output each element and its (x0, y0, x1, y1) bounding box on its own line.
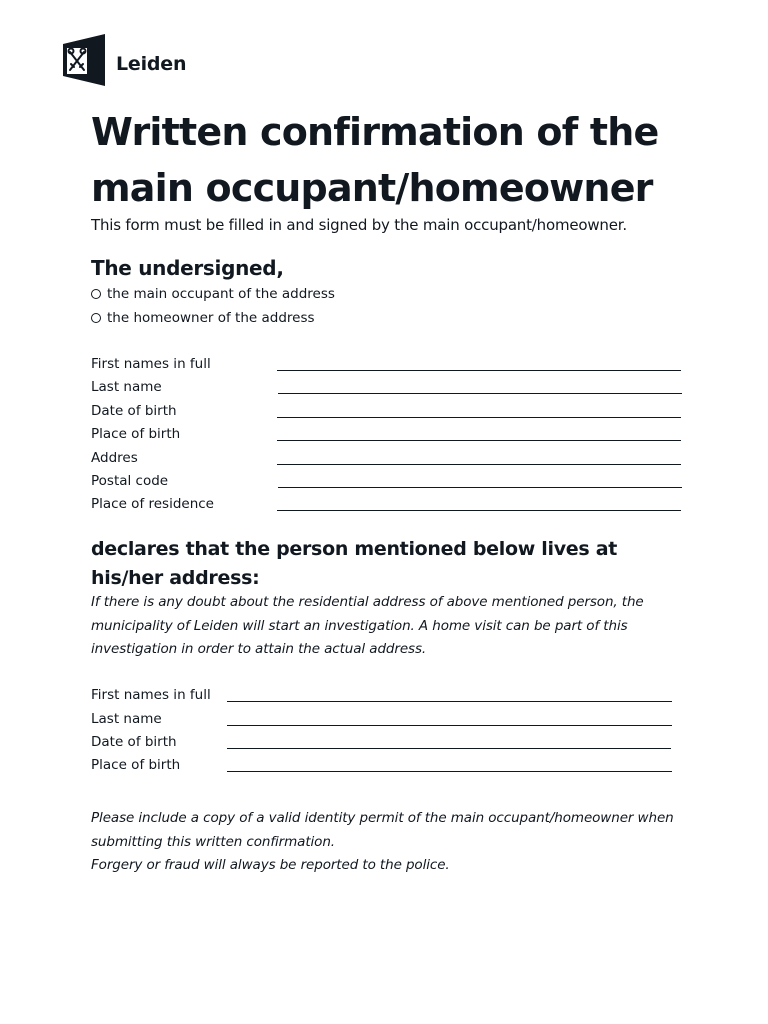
field-label: Place of birth (91, 426, 181, 442)
field-input-line[interactable] (277, 440, 681, 441)
brand-name: Leiden (116, 53, 187, 75)
field-input-line[interactable] (227, 771, 672, 772)
field-input-line[interactable] (227, 748, 671, 749)
radio-main-occupant[interactable] (91, 285, 335, 303)
radio-button[interactable] (91, 289, 101, 299)
footer-line: Forgery or fraud will always be reported to the police. (91, 857, 450, 873)
field-input-line[interactable] (277, 370, 681, 371)
declaration-heading-line: declares that the person mentioned below lives at (91, 538, 617, 560)
declaration-heading (91, 535, 617, 593)
field-label: Last name (91, 379, 162, 395)
field-label: Date of birth (91, 403, 177, 419)
field-label: Postal code (91, 473, 169, 489)
footer-line: Please include a copy of a valid identity permit of the main occupant/homeowner when (91, 810, 674, 826)
form-instructions: This form must be filled in and signed by the main occupant/homeowner. (91, 216, 627, 234)
field-input-line[interactable] (227, 725, 672, 726)
field-label: First names in full (91, 356, 211, 372)
field-input-line[interactable] (278, 393, 682, 394)
leiden-logo-icon (63, 34, 111, 86)
title-line: main occupant/homeowner (91, 166, 653, 210)
field-input-line[interactable] (227, 701, 672, 702)
declaration-heading-line: his/her address: (91, 567, 260, 589)
radio-homeowner[interactable] (91, 309, 315, 327)
field-label: First names in full (91, 687, 211, 703)
field-input-line[interactable] (277, 417, 681, 418)
field-input-line[interactable] (278, 487, 682, 488)
field-label: Date of birth (91, 734, 177, 750)
radio-label: the homeowner of the address (107, 310, 315, 326)
undersigned-heading: The undersigned, (91, 256, 284, 280)
page-title (91, 104, 711, 216)
field-label: Place of birth (91, 757, 181, 773)
footer-line: submitting this written confirmation. (91, 833, 335, 850)
investigation-note (91, 591, 644, 662)
note-line: municipality of Leiden will start an investigation. A home visit can be part of this (91, 617, 628, 634)
title-line: Written confirmation of the (91, 110, 659, 154)
field-input-line[interactable] (277, 510, 681, 511)
footer-notes (91, 807, 674, 878)
note-line: If there is any doubt about the residential address of above mentioned person, the (91, 594, 644, 610)
radio-button[interactable] (91, 313, 101, 323)
field-label: Place of residence (91, 496, 214, 512)
note-line: investigation in order to attain the actual address. (91, 641, 427, 657)
field-label: Addres (91, 450, 138, 466)
field-label: Last name (91, 711, 162, 727)
field-input-line[interactable] (277, 464, 681, 465)
radio-label: the main occupant of the address (107, 286, 335, 302)
